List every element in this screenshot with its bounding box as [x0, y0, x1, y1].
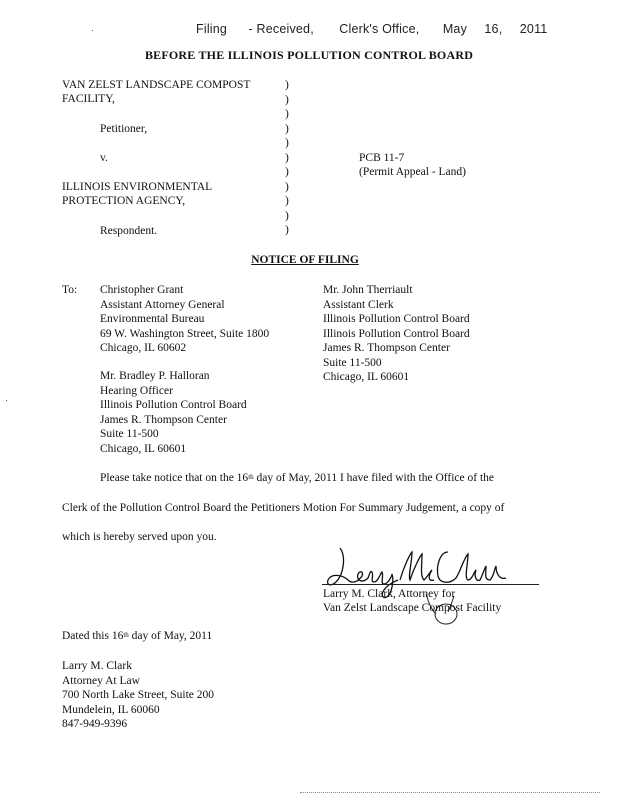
attorney-line: Attorney At Law: [62, 674, 140, 687]
petitioner-role: Petitioner,: [100, 123, 148, 135]
caption-parentheses: ) ) ) ) ) ) ) ) ) ) ): [285, 79, 289, 236]
scan-artifact: [300, 792, 600, 794]
respondent-role: Respondent.: [100, 225, 158, 237]
address-line: James R. Thompson Center: [323, 342, 450, 354]
address-line: 69 W. Washington Street, Suite 1800: [100, 327, 270, 340]
attorney-line: Mundelein, IL 60060: [62, 703, 160, 716]
stamp-label: Filing: [196, 22, 228, 36]
dated-line: Dated this 16th day of May, 2011: [62, 630, 213, 642]
attorney-block: [62, 659, 214, 732]
petitioner-name-line2: FACILITY,: [62, 93, 115, 105]
respondent-name-line2: PROTECTION AGENCY,: [62, 195, 186, 207]
body-line-1: Please take notice that on the 16th day of May, 2011 I have filed with the Office of the: [100, 472, 495, 484]
address-line: Assistant Clerk: [323, 298, 394, 311]
attorney-line: Larry M. Clark: [62, 660, 132, 672]
stamp-month: May: [442, 22, 468, 36]
notice-title: NOTICE OF FILING: [251, 254, 359, 266]
address-line: Chicago, IL 60601: [323, 371, 410, 383]
versus: v.: [100, 152, 108, 164]
address-line: Environmental Bureau: [100, 313, 205, 325]
address-line: Assistant Attorney General: [100, 298, 225, 311]
address-line: Chicago, IL 60601: [100, 442, 187, 455]
address-line: Suite 11-500: [323, 356, 382, 369]
recipient-therriault: [323, 283, 470, 385]
recipient-halloran: [100, 369, 247, 456]
scan-dot: [6, 400, 7, 401]
stamp-day: 16,: [484, 22, 503, 36]
respondent-name-line1: ILLINOIS ENVIRONMENTAL: [62, 181, 213, 193]
address-line: Suite 11-500: [100, 428, 159, 440]
address-line: Hearing Officer: [100, 384, 173, 397]
scan-dot: [92, 30, 93, 31]
signature-line: [322, 584, 539, 585]
case-number: PCB 11-7: [359, 152, 405, 164]
recipient-grant: [100, 283, 269, 356]
stamp-office: Clerk's Office,: [339, 22, 420, 36]
address-line: Illinois Pollution Control Board: [323, 313, 470, 325]
address-line: James R. Thompson Center: [100, 413, 227, 426]
page-title: BEFORE THE ILLINOIS POLLUTION CONTROL BOARD: [144, 48, 474, 62]
signature-name: Larry M. Clark, Attorney for: [323, 588, 456, 600]
body-line-3: which is hereby served upon you.: [62, 531, 217, 543]
address-line: Christopher Grant: [100, 284, 184, 296]
petitioner-name-line1: VAN ZELST LANDSCAPE COMPOST: [62, 79, 251, 91]
signature-title: Van Zelst Landscape Compost Facility: [323, 602, 502, 614]
address-line: Mr. John Therriault: [323, 284, 413, 296]
stamp-received: - Received,: [248, 22, 314, 36]
address-line: Illinois Pollution Control Board: [100, 399, 247, 411]
attorney-line: 847-949-9396: [62, 718, 128, 730]
stamp-year: 2011: [519, 22, 548, 36]
address-line: Mr. Bradley P. Halloran: [100, 370, 210, 382]
address-line: Chicago, IL 60602: [100, 342, 187, 354]
case-type: (Permit Appeal - Land): [359, 166, 466, 178]
attorney-line: 700 North Lake Street, Suite 200: [62, 689, 215, 701]
body-line-2: Clerk of the Pollution Control Board the Petitioners Motion For Summary Judgement, a copy of: [62, 502, 505, 514]
to-label: To:: [62, 284, 78, 296]
filing-stamp: [196, 22, 547, 36]
address-line: Illinois Pollution Control Board: [323, 327, 470, 340]
